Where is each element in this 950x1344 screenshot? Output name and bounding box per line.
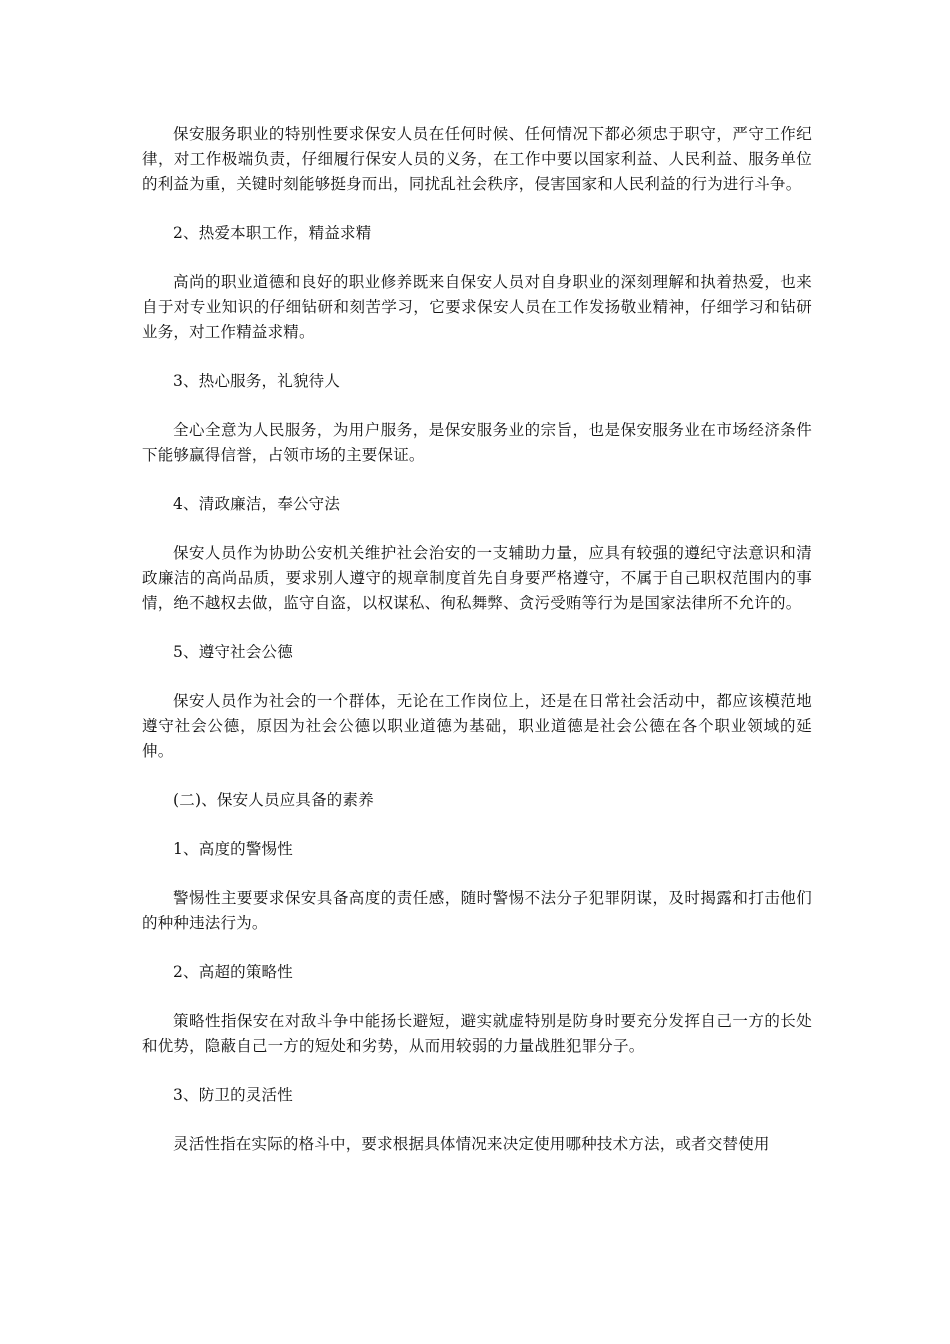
paragraph-duty-loyalty: 保安服务职业的特别性要求保安人员在任何时候、任何情况下都必须忠于职守，严守工作纪律，对工作极端负责，仔细履行保安人员的义务，在工作中要以国家利益、人民利益、服务单位的利益为重，关键时刻能够挺身而出，同扰乱社会秩序，侵害国家和人民利益的行为进行斗争。 — [142, 125, 812, 193]
heading-integrity: 4、清政廉洁，奉公守法 — [173, 495, 341, 513]
heading-vigilance: 1、高度的警惕性 — [173, 840, 293, 858]
paragraph-warm-service: 全心全意为人民服务，为用户服务，是保安服务业的宗旨，也是保安服务业在市场经济条件下能够赢得信誉，占领市场的主要保证。 — [142, 421, 812, 464]
paragraph-flexibility: 灵活性指在实际的格斗中，要求根据具体情况来决定使用哪种技术方法，或者交替使用 — [173, 1135, 770, 1153]
heading-flexibility: 3、防卫的灵活性 — [173, 1086, 293, 1104]
heading-warm-service: 3、热心服务，礼貌待人 — [173, 372, 341, 390]
document-body — [142, 122, 812, 1181]
section-heading-qualities: (二)、保安人员应具备的素养 — [173, 791, 374, 809]
heading-strategy: 2、高超的策略性 — [173, 963, 293, 981]
paragraph-social-ethics: 保安人员作为社会的一个群体，无论在工作岗位上，还是在日常社会活动中，都应该模范地遵守社会公德，原因为社会公德以职业道德为基础，职业道德是社会公德在各个职业领域的延伸。 — [142, 692, 812, 760]
heading-love-job: 2、热爱本职工作，精益求精 — [173, 224, 372, 242]
heading-social-ethics: 5、遵守社会公德 — [173, 643, 293, 661]
paragraph-strategy: 策略性指保安在对敌斗争中能扬长避短，避实就虚特别是防身时要充分发挥自己一方的长处和优势，隐蔽自己一方的短处和劣势，从而用较弱的力量战胜犯罪分子。 — [142, 1012, 812, 1055]
paragraph-love-job: 高尚的职业道德和良好的职业修养既来自保安人员对自身职业的深刻理解和执着热爱，也来自于对专业知识的仔细钻研和刻苦学习，它要求保安人员在工作发扬敬业精神，仔细学习和钻研业务，对工作精益求精。 — [142, 273, 812, 341]
paragraph-integrity: 保安人员作为协助公安机关维护社会治安的一支辅助力量，应具有较强的遵纪守法意识和清政廉洁的高尚品质，要求别人遵守的规章制度首先自身要严格遵守，不属于自己职权范围内的事情，绝不越权去做，监守自盗，以权谋私、徇私舞弊、贪污受贿等行为是国家法律所不允许的。 — [142, 544, 812, 612]
paragraph-vigilance: 警惕性主要要求保安具备高度的责任感，随时警惕不法分子犯罪阴谋，及时揭露和打击他们的种种违法行为。 — [142, 889, 812, 932]
